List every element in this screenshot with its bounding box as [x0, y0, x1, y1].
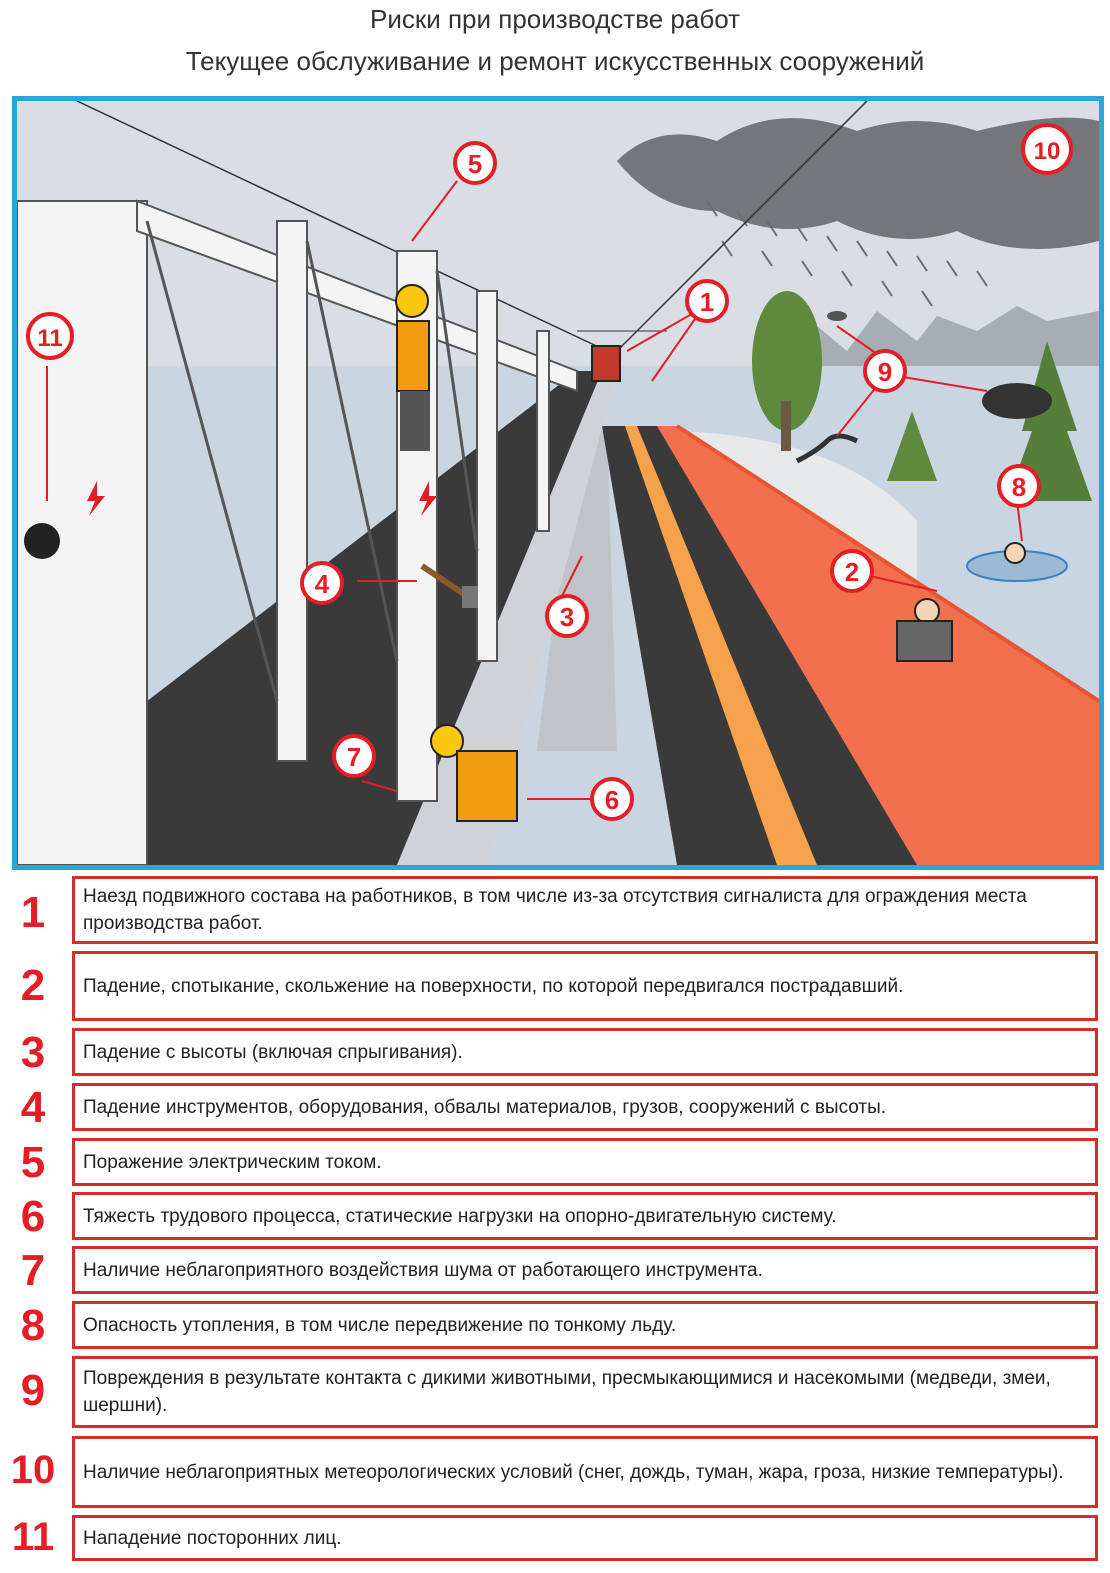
marker-6 — [592, 779, 632, 819]
risk-number: 1 — [20, 888, 46, 937]
svg-text:11: 11 — [37, 325, 63, 352]
marker-5 — [455, 143, 495, 183]
marker-10 — [1023, 125, 1071, 173]
bridge-illustration — [17, 101, 1099, 865]
risk-description: Поражение электрическим током. — [72, 1138, 1098, 1186]
marker-9 — [865, 351, 905, 391]
risk-description: Падение с высоты (включая спрыгивания). — [72, 1028, 1098, 1076]
marker-7 — [334, 736, 374, 776]
train — [592, 346, 620, 381]
risk-number: 2 — [20, 961, 46, 1010]
risk-number: 10 — [10, 1448, 56, 1492]
risk-number: 5 — [20, 1138, 46, 1187]
svg-text:10: 10 — [1033, 138, 1061, 165]
risk-number: 8 — [20, 1301, 46, 1350]
marker-2 — [832, 551, 872, 591]
marker-4 — [302, 563, 342, 603]
bear-icon — [982, 383, 1052, 419]
svg-text:6: 6 — [604, 785, 620, 815]
svg-text:8: 8 — [1011, 472, 1027, 502]
risk-description: Опасность утопления, в том числе передвижение по тонкому льду. — [72, 1301, 1098, 1349]
marker-1 — [687, 281, 727, 321]
svg-text:9: 9 — [877, 357, 893, 387]
risk-description: Нападение посторонних лиц. — [72, 1515, 1098, 1561]
risk-number: 7 — [20, 1246, 46, 1295]
marker-8 — [999, 466, 1039, 506]
risk-number: 11 — [11, 1515, 55, 1559]
worker-climbing — [396, 285, 430, 451]
risk-description: Падение инструментов, оборудования, обвалы материалов, грузов, сооружений с высоты. — [72, 1083, 1098, 1131]
risk-description: Повреждения в результате контакта с дикими животными, пресмыкающимися и насекомыми (медведи, змеи, шершни). — [72, 1356, 1098, 1428]
hornet-icon — [827, 311, 847, 321]
marker-3 — [547, 596, 587, 636]
risk-number: 3 — [20, 1028, 46, 1077]
marker-11 — [28, 314, 72, 358]
svg-text:5: 5 — [467, 149, 483, 179]
svg-text:7: 7 — [346, 742, 362, 772]
attacker — [24, 523, 60, 559]
risk-number: 6 — [20, 1192, 46, 1241]
risk-number: 9 — [20, 1366, 46, 1415]
risk-description: Падение, спотыкание, скольжение на поверхности, по которой передвигался пострадавший. — [72, 951, 1098, 1021]
svg-text:4: 4 — [314, 569, 330, 599]
risk-description: Тяжесть трудового процесса, статические нагрузки на опорно-двигательную систему. — [72, 1192, 1098, 1240]
risk-number: 4 — [20, 1083, 46, 1132]
risk-description: Наезд подвижного состава на работников, в том числе из-за отсутствия сигналиста для ограждения места производства работ. — [72, 876, 1098, 944]
svg-text:3: 3 — [559, 602, 575, 632]
illustration-scene — [12, 96, 1104, 870]
svg-text:2: 2 — [844, 557, 860, 587]
risk-description: Наличие неблагоприятных метеорологических условий (снег, дождь, туман, жара, гроза, низкие температуры). — [72, 1436, 1098, 1508]
risk-description: Наличие неблагоприятного воздействия шума от работающего инструмента. — [72, 1246, 1098, 1294]
page-subtitle: Текущее обслуживание и ремонт искусственных сооружений — [185, 46, 925, 76]
page-title: Риски при производстве работ — [369, 4, 741, 34]
svg-text:1: 1 — [699, 287, 715, 317]
